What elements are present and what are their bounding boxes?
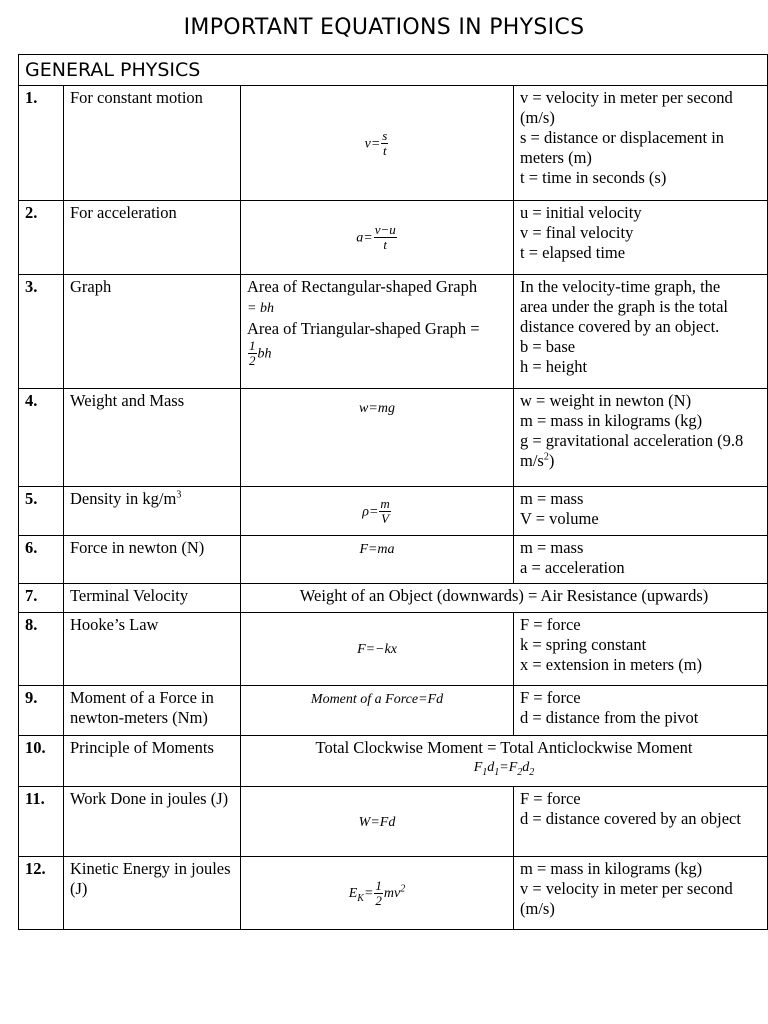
table-row (19, 686, 768, 736)
row-number: 7. (19, 584, 64, 613)
table-row (19, 275, 768, 389)
row-equation: F=ma (241, 536, 514, 584)
table-row (19, 487, 768, 536)
row-topic: Terminal Velocity (64, 584, 241, 613)
row-description: m = mass in kilograms (kg) v = velocity in meter per second (m/s) (514, 857, 768, 930)
section-header-row (19, 55, 768, 86)
row-description: m = mass V = volume (514, 487, 768, 536)
row-topic: Hooke’s Law (64, 613, 241, 686)
row-description: F = force d = distance covered by an object (514, 787, 768, 857)
row-equation: a= $\frac{v-u}{t}$ (241, 201, 514, 275)
row-equation: w=mg (241, 389, 514, 487)
row-number: 12. (19, 857, 64, 930)
row-topic: Moment of a Force in newton-meters (Nm) (64, 686, 241, 736)
row-description: m = mass a = acceleration (514, 536, 768, 584)
row-description: u = initial velocity v = final velocity t = elapsed time (514, 201, 768, 275)
row-equation: v= $\frac{s}{t}$ (241, 86, 514, 201)
equations-table (18, 54, 768, 930)
row-number: 9. (19, 686, 64, 736)
table-row (19, 613, 768, 686)
row-equation: Area of Rectangular-shaped Graph = bh Area of Triangular-shaped Graph = $\frac{1}{2}$ bh (241, 275, 514, 389)
row-equation: ρ= $\frac{m}{V}$ (241, 487, 514, 536)
row-statement: Total Clockwise Moment = Total Anticlockwise Moment $F_1d_1=F_2d_2$ (241, 736, 768, 787)
row-number: 4. (19, 389, 64, 487)
row-description: w = weight in newton (N) m = mass in kilograms (kg) g = gravitational acceleration (9.8 $m/s^2$) (514, 389, 768, 487)
table-row (19, 201, 768, 275)
table-row (19, 736, 768, 787)
row-description: F = force k = spring constant x = extension in meters (m) (514, 613, 768, 686)
section-title: GENERAL PHYSICS (19, 55, 768, 86)
row-equation: W=Fd (241, 787, 514, 857)
row-number: 1. (19, 86, 64, 201)
row-description: In the velocity-time graph, the area under the graph is the total distance covered by an object. b = base h = height (514, 275, 768, 389)
table-row (19, 584, 768, 613)
page-title: IMPORTANT EQUATIONS IN PHYSICS (183, 15, 585, 40)
table-row (19, 857, 768, 930)
row-statement: Weight of an Object (downwards) = Air Resistance (upwards) (241, 584, 768, 613)
row-number: 8. (19, 613, 64, 686)
row-number: 11. (19, 787, 64, 857)
row-number: 2. (19, 201, 64, 275)
row-topic: Graph (64, 275, 241, 389)
row-number: 10. (19, 736, 64, 787)
row-equation: Moment of a Force=Fd (241, 686, 514, 736)
row-equation: $E_K=$ $\frac{1}{2}$ $mv^2$ (241, 857, 514, 930)
row-topic: For constant motion (64, 86, 241, 201)
row-topic: Force in newton (N) (64, 536, 241, 584)
row-topic: Work Done in joules (J) (64, 787, 241, 857)
table-row (19, 536, 768, 584)
table-row (19, 389, 768, 487)
table-row (19, 787, 768, 857)
row-number: 6. (19, 536, 64, 584)
row-number: 3. (19, 275, 64, 389)
row-equation: F=−kx (241, 613, 514, 686)
row-topic: Weight and Mass (64, 389, 241, 487)
row-number: 5. (19, 487, 64, 536)
table-row (19, 86, 768, 201)
row-topic: Principle of Moments (64, 736, 241, 787)
row-topic: Kinetic Energy in joules (J) (64, 857, 241, 930)
row-topic: Density in $kg/m^3$ (64, 487, 241, 536)
row-description: v = velocity in meter per second (m/s) s = distance or displacement in meters (m) t = time in seconds (s) (514, 86, 768, 201)
row-topic: For acceleration (64, 201, 241, 275)
row-description: F = force d = distance from the pivot (514, 686, 768, 736)
